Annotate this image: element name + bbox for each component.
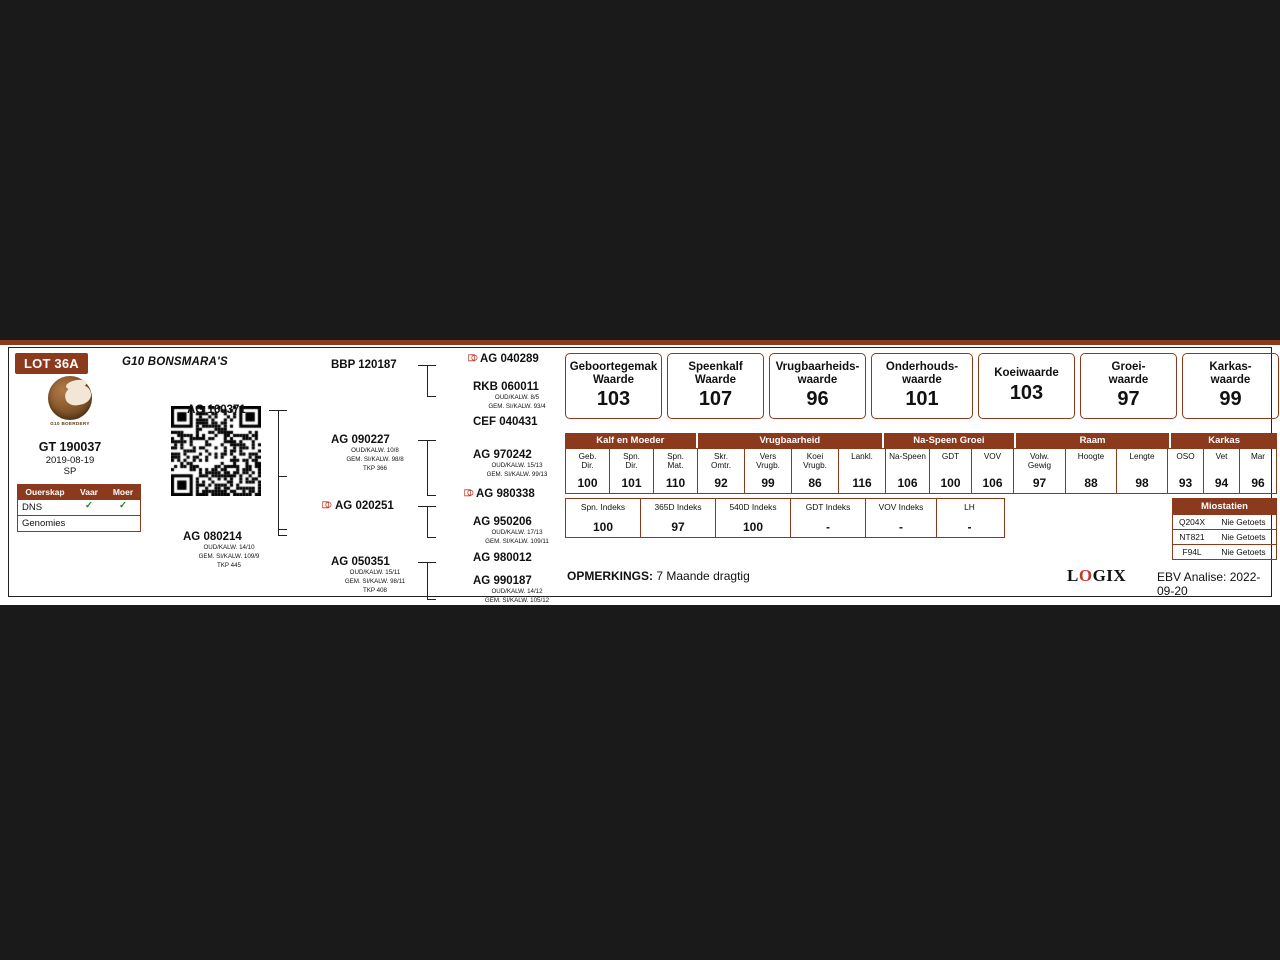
genomies-row-dam (106, 516, 140, 531)
value-card-title: Onderhouds- waarde (885, 360, 959, 386)
animal-birthdate: 2019-08-19 (45, 455, 95, 466)
pedigree-gen3-3-l2: GEM. SI/KALW. 99/13 (486, 471, 548, 478)
ebv-cell-label: Lankl. (851, 452, 873, 461)
trait-band-1: Vrugbaarheid (698, 433, 882, 448)
genomies-row-label: Genomies (22, 518, 66, 529)
ebv-cell-value: 97 (1032, 476, 1047, 490)
value-card-value: 97 (1117, 388, 1140, 411)
pedigree-dam-l2: GEM. SI/KALW. 109/9 (198, 553, 260, 560)
ebv-cell-0 (566, 449, 610, 493)
value-card-5 (1080, 353, 1177, 419)
farm-logo-icon (40, 376, 100, 436)
breeder-name: G10 BONSMARA'S (122, 356, 228, 368)
tick-gen2-2 (418, 506, 427, 507)
index-table (565, 498, 1005, 538)
ebv-cell-value: 96 (1251, 476, 1265, 490)
mio-row-2 (1173, 544, 1276, 559)
ebv-cell-label: Hoogte (1077, 452, 1105, 461)
index-cell-5 (937, 499, 1002, 537)
pedigree-gen3-1: RKB 060011 (473, 381, 539, 393)
pedigree-gen2-1-l2: GEM. SI/KALW. 98/8 (346, 456, 404, 463)
mio-title: Miostatien (1173, 499, 1276, 514)
pedigree-gen2-1-l1: OUD/KALW. 10/8 (351, 447, 399, 454)
lot-badge: LOT 36A (15, 353, 88, 374)
index-cell-0 (566, 499, 641, 537)
trait-band-2: Na-Speen Groei (884, 433, 1014, 448)
semen-icon-gen2-2: ⎄ (322, 500, 332, 510)
mio-status: Nie Getoets (1221, 547, 1266, 557)
tick-sire (269, 410, 278, 411)
ebv-cell-value: 110 (665, 476, 686, 490)
pedigree-gen3-5-l2: GEM. SI/KALW. 109/11 (485, 538, 549, 545)
ebv-analysis-date: EBV Analise: 2022-09-20 (1157, 570, 1261, 598)
ebv-cell-label: Vers Vrugb. (756, 452, 780, 471)
index-cell-value: - (899, 520, 903, 534)
bracket-gen2-3 (427, 562, 436, 600)
certificate-sheet (8, 347, 1272, 604)
dns-table-header (18, 485, 140, 499)
logo-disc (48, 376, 92, 420)
ebv-table (565, 448, 1277, 494)
ebv-cell-2 (654, 449, 698, 493)
logo-label: G10 BOERDERY (50, 421, 90, 426)
ebv-cell-label: Lengte (1129, 452, 1155, 461)
ebv-cell-8 (930, 449, 972, 493)
ebv-cell-value: 88 (1084, 476, 1098, 490)
pedigree-dam-l1: OUD/KALW. 14/10 (203, 544, 255, 551)
value-card-value: 99 (1219, 388, 1242, 411)
ebv-cell-9 (972, 449, 1014, 493)
pedigree-gen3-7-l2: GEM. SI/KALW. 105/12 (484, 597, 550, 604)
value-card-value: 101 (905, 388, 939, 411)
top-accent-bar (0, 340, 1280, 345)
index-cell-label: LH (964, 502, 975, 512)
remarks (567, 569, 750, 583)
pedigree-gen3-0: AG 040289 (480, 353, 539, 365)
ebv-cell-15 (1240, 449, 1276, 493)
ebv-cell-10 (1014, 449, 1066, 493)
ebv-cell-label: Skr. Omtr. (710, 452, 731, 471)
logix-accent: O (1078, 566, 1093, 585)
index-cell-value: - (967, 520, 972, 534)
value-card-2 (769, 353, 866, 419)
pedigree-gen3-3: AG 970242 (473, 449, 532, 461)
ebv-cell-value: 106 (982, 476, 1003, 490)
value-card-title: Karkas- waarde (1209, 360, 1252, 386)
mio-row-0 (1173, 514, 1276, 529)
trait-band-4: Karkas (1171, 433, 1277, 448)
ebv-cell-label: Koei Vrugb. (803, 452, 827, 471)
dns-row-label: DNS (22, 502, 43, 513)
mio-rows (1173, 514, 1276, 559)
pedigree-gen3-3-l1: OUD/KALW. 15/13 (491, 462, 543, 469)
value-card-3 (871, 353, 973, 419)
mio-code: F94L (1182, 547, 1202, 557)
ebv-cell-value: 98 (1135, 476, 1149, 490)
ebv-cell-value: 93 (1178, 476, 1193, 490)
mio-status: Nie Getoets (1221, 532, 1266, 542)
trait-group-bands (565, 433, 1277, 448)
ebv-cell-value: 116 (852, 476, 872, 490)
value-card-value: 107 (698, 388, 733, 411)
value-card-6 (1182, 353, 1279, 419)
ebv-cell-label: OSO (1176, 452, 1195, 461)
dns-row-sire-check: ✓ (85, 500, 93, 511)
bracket-gen2-1 (427, 440, 436, 496)
ebv-cell-value: 99 (761, 476, 775, 490)
value-card-title: Geboortegemak Waarde (569, 360, 658, 386)
ebv-cell-value: 101 (621, 476, 642, 490)
pedigree-gen2-0: BBP 120187 (331, 359, 397, 371)
ebv-cell-label: Mar (1250, 452, 1266, 461)
dns-row-genomies (18, 515, 140, 531)
dns-header-vaar: Vaar (80, 487, 98, 497)
index-cell-label: GDT Indeks (805, 502, 851, 512)
value-card-title: Speenkalf Waarde (688, 360, 743, 386)
index-cell-1 (641, 499, 716, 537)
pedigree-gen3-1-l1: OUD/KALW. 8/5 (494, 394, 540, 401)
tick-gen2-3 (418, 562, 427, 563)
value-card-4 (978, 353, 1075, 419)
bull-head-icon (63, 383, 93, 408)
dns-header-ouerskap: Ouerskap (25, 487, 65, 497)
pedigree-gen3-5: AG 950206 (473, 516, 532, 528)
ebv-cell-label: Spn. Mat. (667, 452, 684, 471)
value-card-title: Koeiwaarde (994, 367, 1059, 380)
ebv-cell-value: 100 (940, 476, 961, 490)
ebv-cell-11 (1066, 449, 1117, 493)
ebv-cell-label: Vet (1215, 452, 1228, 461)
index-cell-label: 365D Indeks (654, 502, 702, 512)
logix-logo: LOGIX (1067, 566, 1127, 585)
tick-gen2-1 (418, 440, 427, 441)
ebv-cell-12 (1117, 449, 1168, 493)
value-card-title: Vrugbaarheids- waarde (775, 360, 860, 386)
ebv-cell-label: Volw. Gewig (1027, 452, 1052, 471)
ebv-cell-value: 106 (897, 476, 918, 490)
ebv-cell-14 (1204, 449, 1240, 493)
ebv-cell-3 (698, 449, 745, 493)
pedigree-gen3-6: AG 980012 (473, 552, 532, 564)
value-card-row (565, 353, 1279, 419)
dns-row-dam-check: ✓ (119, 500, 127, 511)
ebv-cell-label: GDT (941, 452, 960, 461)
bracket-gen2-0 (427, 365, 436, 397)
pedigree-certificate-page (0, 340, 1280, 605)
semen-icon-gen3-0: ⎄ (468, 353, 478, 363)
ebv-cell-13 (1168, 449, 1204, 493)
value-card-title: Groei- waarde (1108, 360, 1149, 386)
value-card-1 (667, 353, 764, 419)
ebv-cell-1 (610, 449, 654, 493)
index-cell-2 (716, 499, 791, 537)
pedigree-gen3-7-l1: OUD/KALW. 14/12 (491, 588, 543, 595)
trait-band-3: Raam (1016, 433, 1170, 448)
index-cell-label: VOV Indeks (878, 502, 924, 512)
pedigree-gen2-3-l2: GEM. SI/KALW. 98/11 (344, 578, 406, 585)
remarks-value: 7 Maande dragtig (656, 569, 750, 583)
pedigree-gen2-2: AG 020251 (335, 500, 394, 512)
ebv-cell-value: 92 (714, 476, 728, 490)
mio-row-1 (1173, 529, 1276, 544)
pedigree-gen2-3: AG 050351 (331, 556, 390, 568)
dns-header-moer: Moer (112, 487, 134, 497)
semen-icon-gen3-4: ⎄ (464, 488, 474, 498)
pedigree-gen3-4: AG 980338 (476, 488, 535, 500)
index-cell-4 (866, 499, 937, 537)
tick-gen2-0 (418, 365, 427, 366)
value-card-value: 103 (1009, 381, 1044, 404)
index-cell-value: - (826, 520, 830, 534)
dns-row-dns (18, 499, 140, 515)
value-card-value: 103 (596, 388, 631, 411)
pedigree-gen3-1-l2: GEM. SI/KALW. 93/4 (488, 403, 546, 410)
mio-status: Nie Getoets (1221, 517, 1266, 527)
ebv-cell-label: VOV (983, 452, 1002, 461)
mio-code: NT821 (1179, 532, 1205, 542)
genomies-row-sire (72, 516, 106, 531)
index-cell-3 (791, 499, 866, 537)
ebv-cell-label: Spn. Dir. (623, 452, 640, 471)
pedigree-sire: AG 160371 (187, 404, 246, 416)
animal-sex: SP (63, 466, 77, 477)
mio-code: Q204X (1178, 517, 1206, 527)
index-cell-label: 540D Indeks (729, 502, 777, 512)
bracket-gen2-2 (427, 506, 436, 538)
animal-id: GT 190037 (38, 440, 102, 454)
ebv-cell-7 (886, 449, 930, 493)
pedigree-gen2-1: AG 090227 (331, 434, 390, 446)
pedigree-gen3-2: CEF 040431 (473, 416, 538, 428)
ebv-cell-6 (839, 449, 886, 493)
ebv-cell-value: 94 (1214, 476, 1229, 490)
index-cell-value: 97 (671, 520, 685, 534)
index-cell-value: 100 (592, 520, 614, 534)
pedigree-dam: AG 080214 (183, 531, 242, 543)
pedigree-gen2-1-l3: TKP 366 (363, 465, 387, 472)
ebv-cell-5 (792, 449, 839, 493)
index-cell-label: Spn. Indeks (580, 502, 626, 512)
value-card-0 (565, 353, 662, 419)
pedigree-dam-l3: TKP 445 (217, 562, 241, 569)
bracket-dam (278, 476, 287, 536)
remarks-label: OPMERKINGS: (567, 569, 654, 583)
mio-table (1172, 498, 1277, 560)
ebv-cell-value: 100 (577, 476, 598, 490)
pedigree-gen2-3-l3: TKP 408 (363, 587, 387, 594)
ebv-cell-value: 86 (808, 476, 822, 490)
ebv-cell-4 (745, 449, 792, 493)
pedigree-tree (139, 348, 559, 604)
value-card-value: 96 (806, 388, 829, 411)
ebv-cell-label: Na-Speen (889, 452, 926, 461)
trait-band-0: Kalf en Moeder (565, 433, 696, 448)
ebv-cell-label: Geb. Dir. (578, 452, 597, 471)
index-cell-value: 100 (742, 520, 764, 534)
pedigree-gen2-3-l1: OUD/KALW. 15/11 (349, 569, 401, 576)
dns-table (17, 484, 141, 532)
pedigree-gen3-5-l1: OUD/KALW. 17/13 (491, 529, 543, 536)
pedigree-gen3-7: AG 990187 (473, 575, 532, 587)
